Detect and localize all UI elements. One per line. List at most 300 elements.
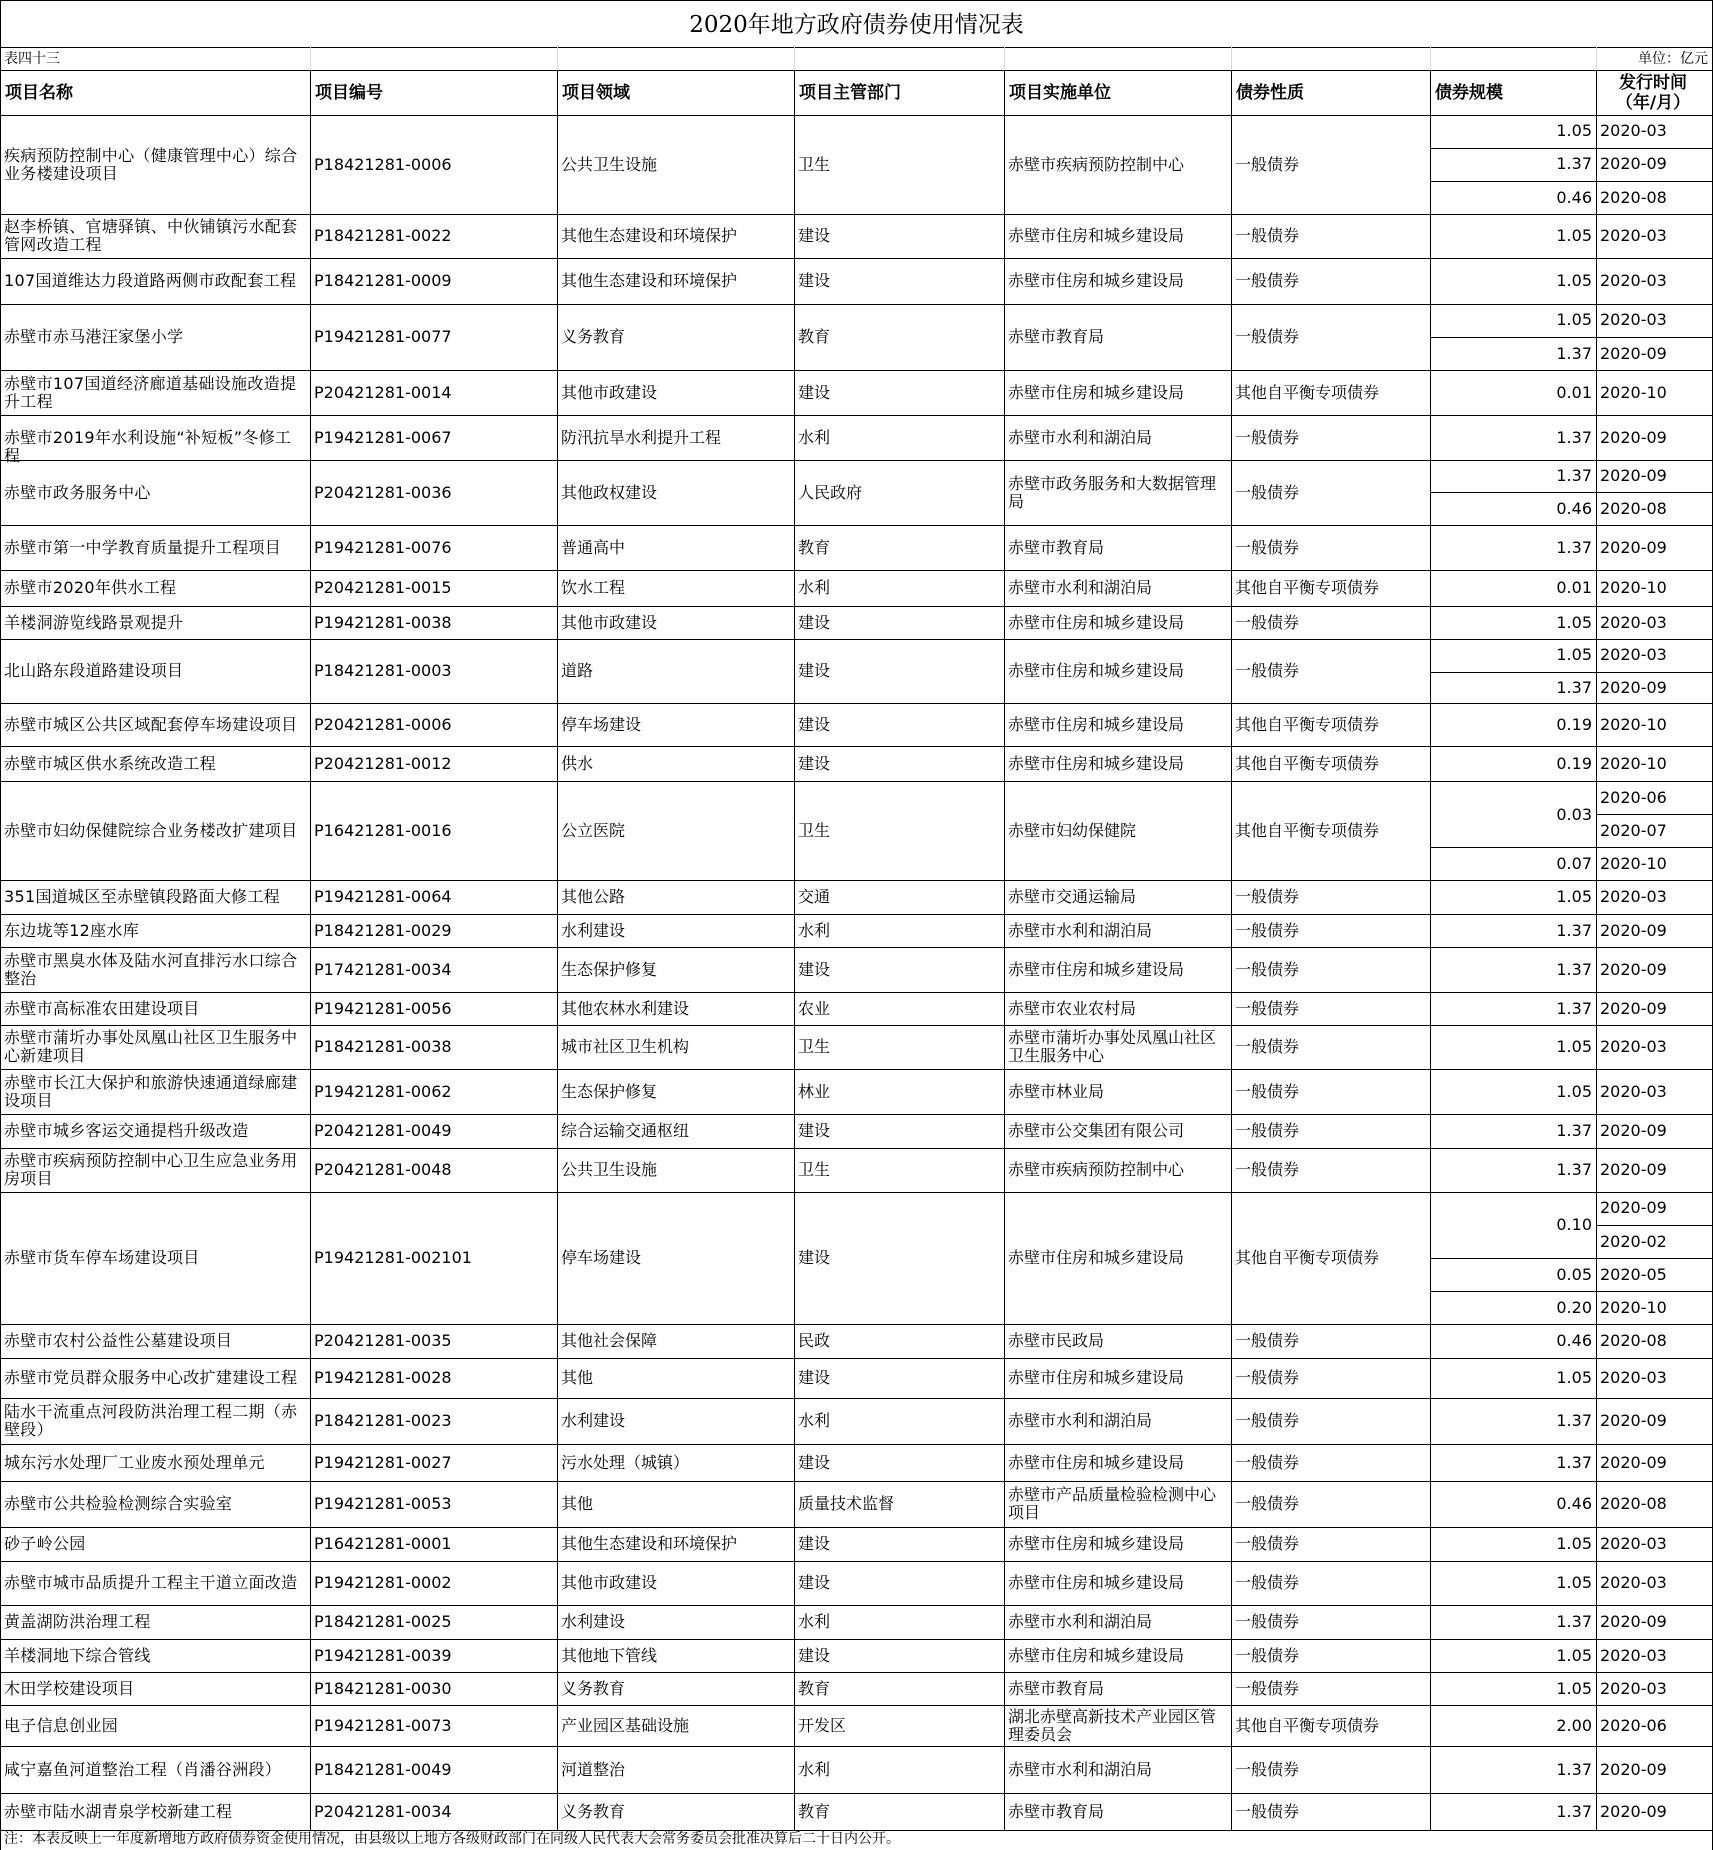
- project-dept: 教育: [798, 538, 831, 557]
- grid-vline: [557, 1605, 558, 1640]
- grid-hline: [0, 947, 1713, 948]
- project-field: 水利建设: [561, 1411, 626, 1430]
- grid-vline: [557, 415, 558, 461]
- grid-vline: [794, 914, 795, 948]
- implementing-unit: 赤壁市疾病预防控制中心: [1008, 1160, 1185, 1179]
- project-dept: 教育: [798, 1802, 831, 1821]
- grid-vline: [1231, 70, 1232, 116]
- grid-vline: [1430, 370, 1431, 416]
- implementing-unit: 赤壁市水利和湖泊局: [1008, 1411, 1153, 1430]
- grid-hline: [0, 880, 1713, 881]
- implementing-unit: 赤壁市交通运输局: [1008, 887, 1137, 906]
- grid-vline: [557, 258, 558, 305]
- project-name: 赤壁市妇幼保健院综合业务楼改扩建项目: [4, 821, 298, 840]
- grid-vline: [1231, 1481, 1232, 1528]
- bond-amount: 1.05: [1556, 1534, 1592, 1553]
- grid-hline: [0, 1705, 1713, 1706]
- implementing-unit: 赤壁市水利和湖泊局: [1008, 1760, 1153, 1779]
- project-name: 赤壁市蒲圻办事处凤凰山社区卫生服务中心新建项目: [4, 1028, 298, 1065]
- project-field: 生态保护修复: [561, 1082, 658, 1101]
- project-name: 疾病预防控制中心（健康管理中心）综合业务楼建设项目: [4, 146, 298, 183]
- issue-date: 2020-09: [1600, 466, 1667, 485]
- grid-vline: [1430, 258, 1431, 305]
- grid-vline: [1430, 1605, 1431, 1640]
- issue-date: 2020-09: [1600, 344, 1667, 363]
- issue-date: 2020-09: [1600, 1121, 1667, 1140]
- project-dept: 建设: [798, 960, 831, 979]
- project-field: 污水处理（城镇）: [561, 1453, 690, 1472]
- grid-vline: [1596, 525, 1597, 571]
- bond-amount: 0.20: [1556, 1298, 1592, 1317]
- bond-amount: 1.37: [1556, 1411, 1592, 1430]
- grid-vline: [1596, 1705, 1597, 1747]
- col-header-amount: 债券规模: [1435, 83, 1503, 103]
- project-dept: 建设: [798, 1646, 831, 1665]
- bond-nature: 一般债券: [1235, 1082, 1300, 1101]
- project-dept: 水利: [798, 428, 831, 447]
- grid-vline: [1231, 1025, 1232, 1070]
- grid-vline: [1596, 115, 1597, 215]
- grid-hline: [1430, 181, 1713, 182]
- grid-vline: [1430, 1148, 1431, 1193]
- grid-vline: [1231, 1192, 1232, 1325]
- project-field: 普通高中: [561, 538, 626, 557]
- grid-vline: [1596, 781, 1597, 881]
- grid-vline: [1430, 781, 1431, 881]
- grid-hline: [1596, 1225, 1713, 1226]
- grid-vline: [794, 1527, 795, 1562]
- grid-vline: [1430, 460, 1431, 526]
- project-dept: 水利: [798, 1760, 831, 1779]
- grid-vline: [794, 415, 795, 461]
- project-field: 其他地下管线: [561, 1646, 658, 1665]
- grid-vline: [1231, 1444, 1232, 1482]
- bond-amount: 0.07: [1556, 854, 1592, 873]
- grid-vline: [310, 570, 311, 607]
- project-name: 电子信息创业园: [4, 1716, 119, 1735]
- issue-date: 2020-08: [1600, 1494, 1667, 1513]
- project-name: 351国道城区至赤壁镇段路面大修工程: [4, 887, 280, 906]
- grid-vline: [1596, 947, 1597, 993]
- issue-date: 2020-09: [1600, 428, 1667, 447]
- grid-hline: [0, 1605, 1713, 1606]
- grid-hline: [0, 703, 1713, 704]
- issue-date: 2020-09: [1600, 1198, 1667, 1217]
- grid-vline: [1231, 1398, 1232, 1445]
- grid-vline: [557, 914, 558, 948]
- bond-nature: 其他自平衡专项债券: [1235, 1248, 1380, 1267]
- grid-vline: [557, 1069, 558, 1115]
- implementing-unit: 赤壁市林业局: [1008, 1082, 1105, 1101]
- issue-date: 2020-02: [1600, 1232, 1667, 1251]
- implementing-unit: 赤壁市水利和湖泊局: [1008, 578, 1153, 597]
- grid-vline: [794, 1639, 795, 1673]
- project-field: 义务教育: [561, 327, 626, 346]
- implementing-unit: 赤壁市住房和城乡建设局: [1008, 1573, 1185, 1592]
- grid-vline: [310, 115, 311, 215]
- grid-vline: [557, 1192, 558, 1325]
- grid-hline: [0, 1672, 1713, 1673]
- grid-vline: [557, 639, 558, 704]
- grid-vline: [0, 0, 1, 1850]
- project-dept: 水利: [798, 921, 831, 940]
- project-name: 砂子岭公园: [4, 1534, 86, 1553]
- grid-vline: [1004, 746, 1005, 782]
- bond-amount: 1.05: [1556, 887, 1592, 906]
- grid-vline: [557, 1025, 558, 1070]
- grid-vline: [557, 1527, 558, 1562]
- issue-date: 2020-09: [1600, 678, 1667, 697]
- project-field: 河道整治: [561, 1760, 626, 1779]
- grid-hline: [0, 70, 1713, 71]
- grid-vline: [794, 370, 795, 416]
- grid-vline: [310, 1746, 311, 1794]
- issue-date: 2020-09: [1600, 999, 1667, 1018]
- grid-vline: [1231, 1605, 1232, 1640]
- grid-vline: [1596, 1639, 1597, 1673]
- grid-vline: [310, 525, 311, 571]
- project-name: 赤壁市政务服务中心: [4, 483, 151, 502]
- grid-vline: [1596, 1148, 1597, 1193]
- grid-vline: [1430, 1705, 1431, 1747]
- issue-date: 2020-06: [1600, 788, 1667, 807]
- project-dept: 人民政府: [798, 483, 863, 502]
- grid-vline: [1004, 947, 1005, 993]
- project-dept: 建设: [798, 1248, 831, 1267]
- bond-amount: 1.37: [1556, 1760, 1592, 1779]
- col-header-date: 发行时间（年/月）: [1615, 73, 1691, 113]
- project-code: P20421281-0014: [314, 383, 452, 402]
- implementing-unit: 赤壁市政务服务和大数据管理局: [1008, 474, 1217, 511]
- grid-vline: [1231, 639, 1232, 704]
- bond-amount: 0.46: [1556, 1331, 1592, 1350]
- grid-hline: [0, 639, 1713, 640]
- grid-vline: [557, 1793, 558, 1831]
- grid-vline: [794, 606, 795, 640]
- bond-amount: 1.37: [1556, 344, 1592, 363]
- implementing-unit: 赤壁市住房和城乡建设局: [1008, 715, 1185, 734]
- project-name: 赤壁市党员群众服务中心改扩建建设工程: [4, 1368, 298, 1387]
- implementing-unit: 赤壁市水利和湖泊局: [1008, 428, 1153, 447]
- bond-amount: 1.05: [1556, 1573, 1592, 1592]
- project-field: 其他生态建设和环境保护: [561, 226, 738, 245]
- issue-date: 2020-10: [1600, 1298, 1667, 1317]
- grid-vline: [1004, 258, 1005, 305]
- grid-vline: [1231, 1705, 1232, 1747]
- grid-vline: [1596, 1527, 1597, 1562]
- grid-vline: [557, 214, 558, 259]
- grid-vline: [310, 1114, 311, 1149]
- project-name: 赤壁市107国道经济廊道基础设施改造提升工程: [4, 374, 297, 411]
- grid-vline: [1004, 415, 1005, 461]
- bond-nature: 其他自平衡专项债券: [1235, 754, 1380, 773]
- grid-vline: [557, 1444, 558, 1482]
- grid-vline: [1004, 214, 1005, 259]
- bond-amount: 1.05: [1556, 1037, 1592, 1056]
- project-code: P19421281-0077: [314, 327, 452, 346]
- grid-vline: [794, 1705, 795, 1747]
- project-dept: 水利: [798, 1612, 831, 1631]
- bond-nature: 一般债券: [1235, 1453, 1300, 1472]
- bond-nature: 一般债券: [1235, 1573, 1300, 1592]
- implementing-unit: 赤壁市产品质量检验检测中心项目: [1008, 1485, 1217, 1522]
- project-dept: 农业: [798, 999, 831, 1018]
- project-dept: 卫生: [798, 1160, 831, 1179]
- page-title: 2020年地方政府债券使用情况表: [689, 12, 1024, 38]
- grid-vline: [1430, 947, 1431, 993]
- bond-nature: 一般债券: [1235, 155, 1300, 174]
- bond-nature: 一般债券: [1235, 887, 1300, 906]
- grid-vline: [310, 1639, 311, 1673]
- grid-vline: [794, 1192, 795, 1325]
- project-name: 城东污水处理厂工业废水预处理单元: [4, 1453, 265, 1472]
- project-code: P20421281-0036: [314, 483, 452, 502]
- bond-amount: 1.05: [1556, 310, 1592, 329]
- grid-vline: [1596, 70, 1597, 116]
- grid-vline: [1430, 525, 1431, 571]
- project-name: 赵李桥镇、官塘驿镇、中伙铺镇污水配套管网改造工程: [4, 217, 298, 254]
- project-name: 赤壁市货车停车场建设项目: [4, 1248, 200, 1267]
- grid-vline: [1004, 1527, 1005, 1562]
- project-name: 赤壁市长江大保护和旅游快速通道绿廊建设项目: [4, 1073, 298, 1110]
- grid-vline: [310, 1148, 311, 1193]
- bond-nature: 一般债券: [1235, 538, 1300, 557]
- implementing-unit: 赤壁市住房和城乡建设局: [1008, 271, 1185, 290]
- grid-vline: [1430, 214, 1431, 259]
- project-code: P19421281-0076: [314, 538, 452, 557]
- grid-vline: [794, 746, 795, 782]
- bond-nature: 其他自平衡专项债券: [1235, 715, 1380, 734]
- implementing-unit: 赤壁市蒲圻办事处凤凰山社区卫生服务中心: [1008, 1028, 1217, 1065]
- bond-amount: 1.37: [1556, 466, 1592, 485]
- col-header-name: 项目名称: [5, 83, 73, 103]
- grid-vline: [310, 1025, 311, 1070]
- grid-vline: [1004, 880, 1005, 915]
- grid-vline: [1231, 415, 1232, 461]
- project-field: 其他市政建设: [561, 613, 658, 632]
- grid-vline: [794, 1358, 795, 1399]
- grid-vline: [794, 1605, 795, 1640]
- grid-hline: [1430, 492, 1713, 493]
- grid-hline: [0, 570, 1713, 571]
- project-name: 陆水干流重点河段防洪治理工程二期（赤壁段）: [4, 1402, 298, 1439]
- issue-date: 2020-09: [1600, 960, 1667, 979]
- grid-hline: [0, 0, 1713, 1]
- bond-amount: 1.37: [1556, 921, 1592, 940]
- project-dept: 卫生: [798, 155, 831, 174]
- grid-vline: [794, 1793, 795, 1831]
- grid-vline: [310, 1398, 311, 1445]
- grid-vline: [1004, 1705, 1005, 1747]
- grid-vline: [1231, 880, 1232, 915]
- grid-vline: [557, 1561, 558, 1606]
- project-dept: 教育: [798, 1679, 831, 1698]
- implementing-unit: 赤壁市住房和城乡建设局: [1008, 1368, 1185, 1387]
- project-dept: 建设: [798, 383, 831, 402]
- project-field: 其他生态建设和环境保护: [561, 271, 738, 290]
- bond-nature: 一般债券: [1235, 1494, 1300, 1513]
- grid-vline: [310, 1705, 311, 1747]
- project-code: P19421281-0073: [314, 1716, 452, 1735]
- grid-vline: [557, 1358, 558, 1399]
- grid-vline: [1004, 115, 1005, 215]
- project-dept: 卫生: [798, 821, 831, 840]
- grid-vline: [1430, 1481, 1431, 1528]
- project-code: P20421281-0049: [314, 1121, 452, 1140]
- grid-vline: [1596, 415, 1597, 461]
- grid-hline: [0, 1148, 1713, 1149]
- grid-vline: [1004, 992, 1005, 1026]
- grid-vline: [794, 947, 795, 993]
- grid-hline: [0, 746, 1713, 747]
- grid-hline: [0, 370, 1713, 371]
- project-code: P19421281-0027: [314, 1453, 452, 1472]
- project-name: 赤壁市农村公益性公墓建设项目: [4, 1331, 233, 1350]
- grid-vline: [1430, 1398, 1431, 1445]
- grid-vline: [557, 47, 558, 71]
- grid-vline: [310, 880, 311, 915]
- project-code: P19421281-0002: [314, 1573, 452, 1592]
- bond-amount: 0.19: [1556, 715, 1592, 734]
- grid-vline: [1596, 914, 1597, 948]
- project-dept: 建设: [798, 226, 831, 245]
- bond-nature: 一般债券: [1235, 1612, 1300, 1631]
- project-code: P18421281-0038: [314, 1037, 452, 1056]
- grid-vline: [1231, 914, 1232, 948]
- grid-vline: [794, 214, 795, 259]
- grid-hline: [0, 47, 1713, 48]
- grid-hline: [0, 992, 1713, 993]
- bond-amount: 1.37: [1556, 1802, 1592, 1821]
- grid-vline: [557, 304, 558, 371]
- grid-vline: [794, 992, 795, 1026]
- project-name: 赤壁市高标准农田建设项目: [4, 999, 200, 1018]
- grid-vline: [1004, 1605, 1005, 1640]
- grid-hline: [0, 258, 1713, 259]
- implementing-unit: 赤壁市农业农村局: [1008, 999, 1137, 1018]
- col-header-dept: 项目主管部门: [799, 83, 901, 103]
- grid-vline: [794, 1746, 795, 1794]
- project-code: P19421281-0056: [314, 999, 452, 1018]
- bond-nature: 其他自平衡专项债券: [1235, 1716, 1380, 1735]
- project-field: 公共卫生设施: [561, 155, 658, 174]
- grid-vline: [310, 47, 311, 71]
- grid-vline: [1430, 1672, 1431, 1706]
- grid-vline: [1004, 781, 1005, 881]
- bond-amount: 1.05: [1556, 1368, 1592, 1387]
- grid-vline: [310, 70, 311, 116]
- bond-amount: 0.10: [1556, 1215, 1592, 1234]
- project-field: 综合运输交通枢纽: [561, 1121, 690, 1140]
- issue-date: 2020-03: [1600, 271, 1667, 290]
- bond-amount: 1.37: [1556, 538, 1592, 557]
- grid-vline: [1004, 1114, 1005, 1149]
- project-field: 其他市政建设: [561, 1573, 658, 1592]
- bond-amount: 1.05: [1556, 613, 1592, 632]
- project-field: 产业园区基础设施: [561, 1716, 690, 1735]
- grid-vline: [1430, 1358, 1431, 1399]
- grid-vline: [794, 115, 795, 215]
- grid-vline: [1430, 1561, 1431, 1606]
- issue-date: 2020-03: [1600, 1368, 1667, 1387]
- issue-date: 2020-03: [1600, 1679, 1667, 1698]
- bond-amount: 1.37: [1556, 1612, 1592, 1631]
- grid-vline: [310, 1069, 311, 1115]
- grid-hline: [0, 415, 1713, 416]
- project-code: P17421281-0034: [314, 960, 452, 979]
- grid-hline: [0, 214, 1713, 215]
- project-name: 赤壁市黑臭水体及陆水河直排污水口综合整治: [4, 951, 298, 988]
- project-code: P18421281-0049: [314, 1760, 452, 1779]
- project-code: P18421281-0025: [314, 1612, 452, 1631]
- bond-amount: 1.37: [1556, 1453, 1592, 1472]
- grid-vline: [1004, 606, 1005, 640]
- project-field: 停车场建设: [561, 1248, 642, 1267]
- issue-date: 2020-03: [1600, 1082, 1667, 1101]
- project-code: P19421281-0039: [314, 1646, 452, 1665]
- grid-vline: [1430, 47, 1431, 71]
- grid-vline: [1596, 214, 1597, 259]
- grid-vline: [310, 460, 311, 526]
- project-code: P18421281-0030: [314, 1679, 452, 1698]
- grid-vline: [794, 570, 795, 607]
- project-field: 其他生态建设和环境保护: [561, 1534, 738, 1553]
- project-name: 赤壁市疾病预防控制中心卫生应急业务用房项目: [4, 1151, 298, 1188]
- issue-date: 2020-10: [1600, 754, 1667, 773]
- grid-vline: [310, 992, 311, 1026]
- grid-vline: [1004, 639, 1005, 704]
- grid-vline: [1430, 703, 1431, 747]
- grid-vline: [1231, 781, 1232, 881]
- implementing-unit: 赤壁市住房和城乡建设局: [1008, 613, 1185, 632]
- grid-vline: [310, 1605, 311, 1640]
- project-name: 咸宁嘉鱼河道整治工程（肖潘谷洲段）: [4, 1760, 282, 1779]
- bond-amount: 0.01: [1556, 383, 1592, 402]
- project-code: P18421281-0009: [314, 271, 452, 290]
- bond-amount: 0.01: [1556, 578, 1592, 597]
- bond-nature: 一般债券: [1235, 1411, 1300, 1430]
- project-name: 木田学校建设项目: [4, 1679, 135, 1698]
- grid-vline: [1430, 1444, 1431, 1482]
- bond-amount: 1.37: [1556, 1121, 1592, 1140]
- project-dept: 建设: [798, 1573, 831, 1592]
- project-field: 饮水工程: [561, 578, 626, 597]
- grid-vline: [1231, 1358, 1232, 1399]
- project-dept: 水利: [798, 1411, 831, 1430]
- issue-date: 2020-03: [1600, 1534, 1667, 1553]
- project-dept: 建设: [798, 1534, 831, 1553]
- grid-vline: [794, 1114, 795, 1149]
- project-name: 黄盖湖防洪治理工程: [4, 1612, 151, 1631]
- grid-hline: [1430, 672, 1713, 673]
- bond-nature: 一般债券: [1235, 921, 1300, 940]
- project-field: 公立医院: [561, 821, 626, 840]
- project-dept: 质量技术监督: [798, 1494, 895, 1513]
- grid-vline: [794, 258, 795, 305]
- issue-date: 2020-03: [1600, 226, 1667, 245]
- grid-vline: [1231, 525, 1232, 571]
- project-field: 供水: [561, 754, 594, 773]
- grid-vline: [794, 70, 795, 116]
- grid-vline: [310, 370, 311, 416]
- project-code: P16421281-0001: [314, 1534, 452, 1553]
- project-dept: 建设: [798, 715, 831, 734]
- implementing-unit: 赤壁市水利和湖泊局: [1008, 1612, 1153, 1631]
- grid-vline: [557, 992, 558, 1026]
- grid-vline: [1231, 460, 1232, 526]
- bond-nature: 一般债券: [1235, 613, 1300, 632]
- project-field: 防汛抗旱水利提升工程: [561, 428, 722, 447]
